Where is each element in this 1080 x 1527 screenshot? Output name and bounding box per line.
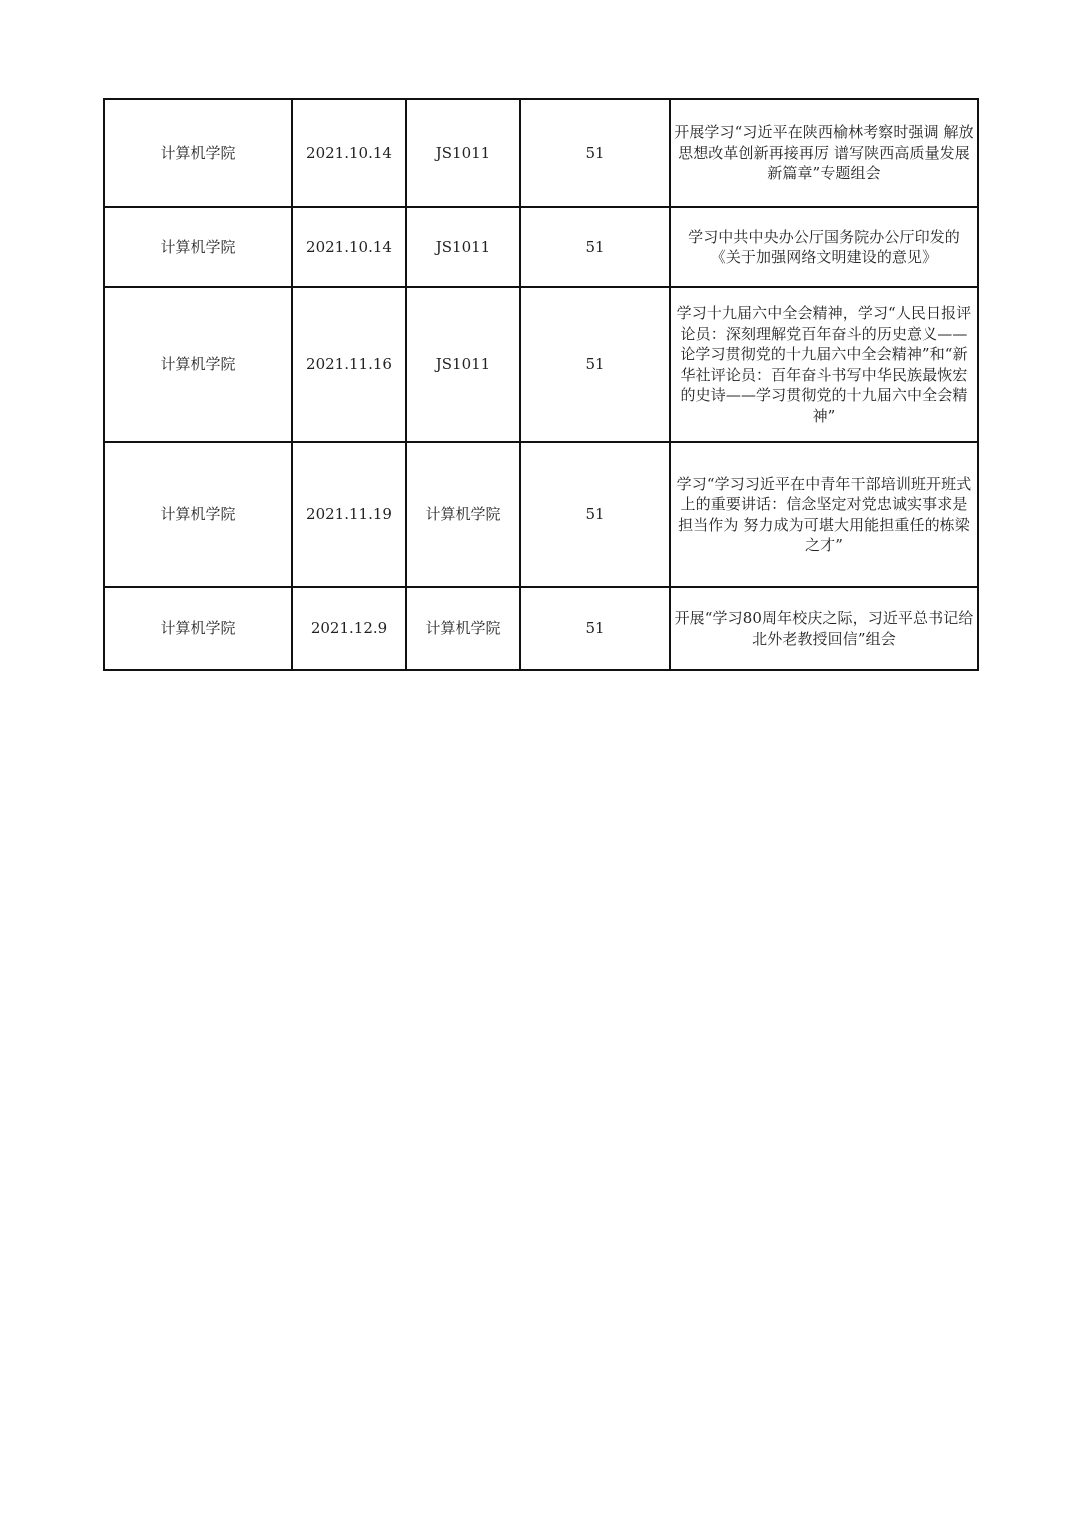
attendance-count-cell: 51	[520, 587, 670, 670]
attendance-count-cell: 51	[520, 207, 670, 287]
location-cell: JS1011	[406, 287, 520, 442]
table-row	[104, 207, 978, 287]
location-cell: JS1011	[406, 207, 520, 287]
table-row	[104, 587, 978, 670]
topic-cell: 开展“学习80周年校庆之际，习近平总书记给北外老教授回信”组会	[670, 587, 978, 670]
department-cell: 计算机学院	[104, 99, 292, 207]
location-cell: 计算机学院	[406, 587, 520, 670]
department-cell: 计算机学院	[104, 587, 292, 670]
attendance-count-cell: 51	[520, 287, 670, 442]
table-row	[104, 442, 978, 587]
topic-cell: 学习“学习习近平在中青年干部培训班开班式上的重要讲话：信念坚定对党忠诚实事求是担当作为 努力成为可堪大用能担重任的栋梁之才”	[670, 442, 978, 587]
department-cell: 计算机学院	[104, 207, 292, 287]
attendance-count-cell: 51	[520, 99, 670, 207]
date-cell: 2021.11.19	[292, 442, 406, 587]
topic-cell: 开展学习“习近平在陕西榆林考察时强调 解放思想改革创新再接再厉 谱写陕西高质量发展新篇章”专题组会	[670, 99, 978, 207]
topic-cell: 学习十九届六中全会精神，学习“人民日报评论员：深刻理解党百年奋斗的历史意义——论学习贯彻党的十九届六中全会精神”和“新华社评论员：百年奋斗书写中华民族最恢宏的史诗——学习贯彻党的十九届六中全会精神”	[670, 287, 978, 442]
department-cell: 计算机学院	[104, 287, 292, 442]
attendance-count-cell: 51	[520, 442, 670, 587]
table-row	[104, 99, 978, 207]
date-cell: 2021.10.14	[292, 99, 406, 207]
location-cell: 计算机学院	[406, 442, 520, 587]
location-cell: JS1011	[406, 99, 520, 207]
table-row	[104, 287, 978, 442]
topic-cell: 学习中共中央办公厅国务院办公厅印发的《关于加强网络文明建设的意见》	[670, 207, 978, 287]
date-cell: 2021.11.16	[292, 287, 406, 442]
date-cell: 2021.12.9	[292, 587, 406, 670]
department-cell: 计算机学院	[104, 442, 292, 587]
activity-records-table	[103, 98, 979, 671]
date-cell: 2021.10.14	[292, 207, 406, 287]
